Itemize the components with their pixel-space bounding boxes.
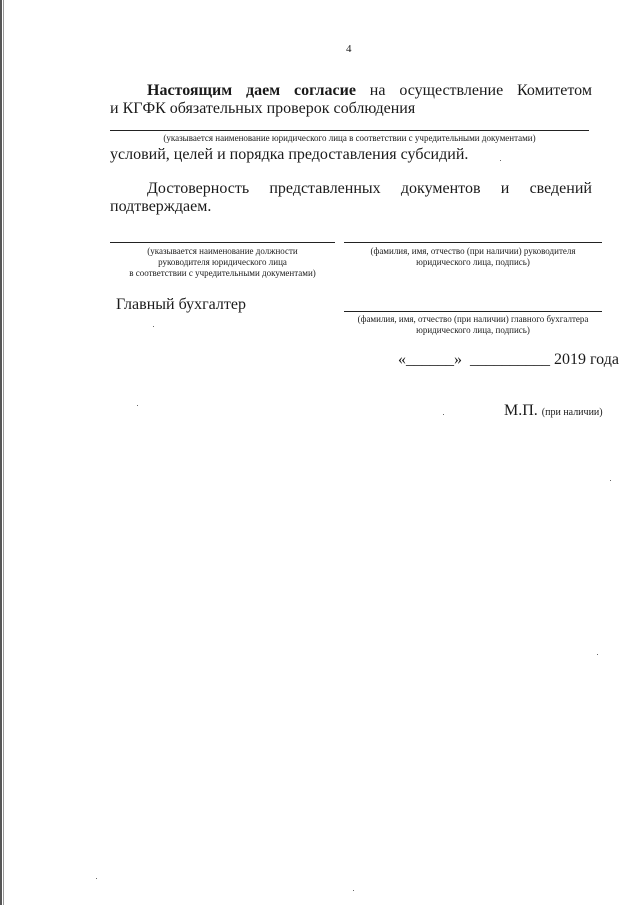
position-line <box>110 242 335 243</box>
confirm-word-3: документов <box>400 180 481 197</box>
scan-speck <box>137 405 138 406</box>
org-name-caption: (указывается наименование юридического лица в соответствии с учредительными документами) <box>163 133 536 143</box>
scan-speck <box>96 878 97 879</box>
confirm-word-5: сведений <box>529 180 592 197</box>
date-month-blank: __________ <box>470 351 550 368</box>
scan-edge <box>0 0 2 905</box>
consent-line-1 <box>147 82 592 100</box>
director-caption <box>344 246 602 268</box>
org-name-line <box>110 130 589 131</box>
scan-edge-shadow <box>3 0 4 905</box>
confirm-line-2: подтверждаем. <box>110 198 212 215</box>
scan-speck <box>443 414 444 415</box>
consent-word-1: Настоящим <box>147 82 233 99</box>
date-close-quote: » <box>454 351 462 368</box>
date-open-quote: « <box>398 351 406 368</box>
director-signature-line <box>344 242 602 243</box>
consent-line-2: и КГФК обязательных проверок соблюдения <box>110 100 416 117</box>
confirm-word-4: и <box>500 180 510 197</box>
accountant-caption-line-1: (фамилия, имя, отчество (при наличии) главного бухгалтера <box>357 314 589 324</box>
consent-word-5: осуществление <box>399 82 504 99</box>
director-caption-line-1: (фамилия, имя, отчество (при наличии) руководителя <box>370 246 576 256</box>
date-year: 2019 года <box>554 351 619 368</box>
position-caption-line-2: руководителя юридического лица <box>158 257 287 267</box>
consent-word-2: даем <box>246 82 281 99</box>
consent-word-3: согласие <box>293 82 356 99</box>
confirm-word-1: Достоверность <box>147 180 250 197</box>
scan-speck <box>597 654 598 655</box>
scan-speck <box>610 480 611 481</box>
scan-speck <box>153 326 154 327</box>
scan-speck <box>500 160 501 161</box>
page-number: 4 <box>346 43 352 55</box>
accountant-caption <box>344 314 602 336</box>
stamp-mark <box>504 402 603 422</box>
position-caption-line-1: (указывается наименование должности <box>147 246 298 256</box>
consent-word-6: Комитетом <box>517 82 592 99</box>
confirm-word-2: представленных <box>269 180 381 197</box>
consent-line-3: условий, целей и порядка предоставления субсидий. <box>110 146 469 163</box>
stamp-note: (при наличии) <box>541 407 603 418</box>
accountant-caption-line-2: юридического лица, подпись) <box>416 325 530 335</box>
accountant-label: Главный бухгалтер <box>116 296 246 313</box>
position-caption-line-3: в соответствии с учредительными документами) <box>129 268 316 278</box>
director-caption-line-2: юридического лица, подпись) <box>416 257 530 267</box>
date-line <box>398 351 619 369</box>
position-caption <box>110 246 335 279</box>
consent-word-4: на <box>369 82 386 99</box>
accountant-signature-line <box>344 311 602 312</box>
scan-speck <box>353 890 354 891</box>
stamp-label: М.П. <box>504 402 538 419</box>
date-day-blank: ______ <box>406 351 454 368</box>
confirm-line-1 <box>147 180 592 198</box>
